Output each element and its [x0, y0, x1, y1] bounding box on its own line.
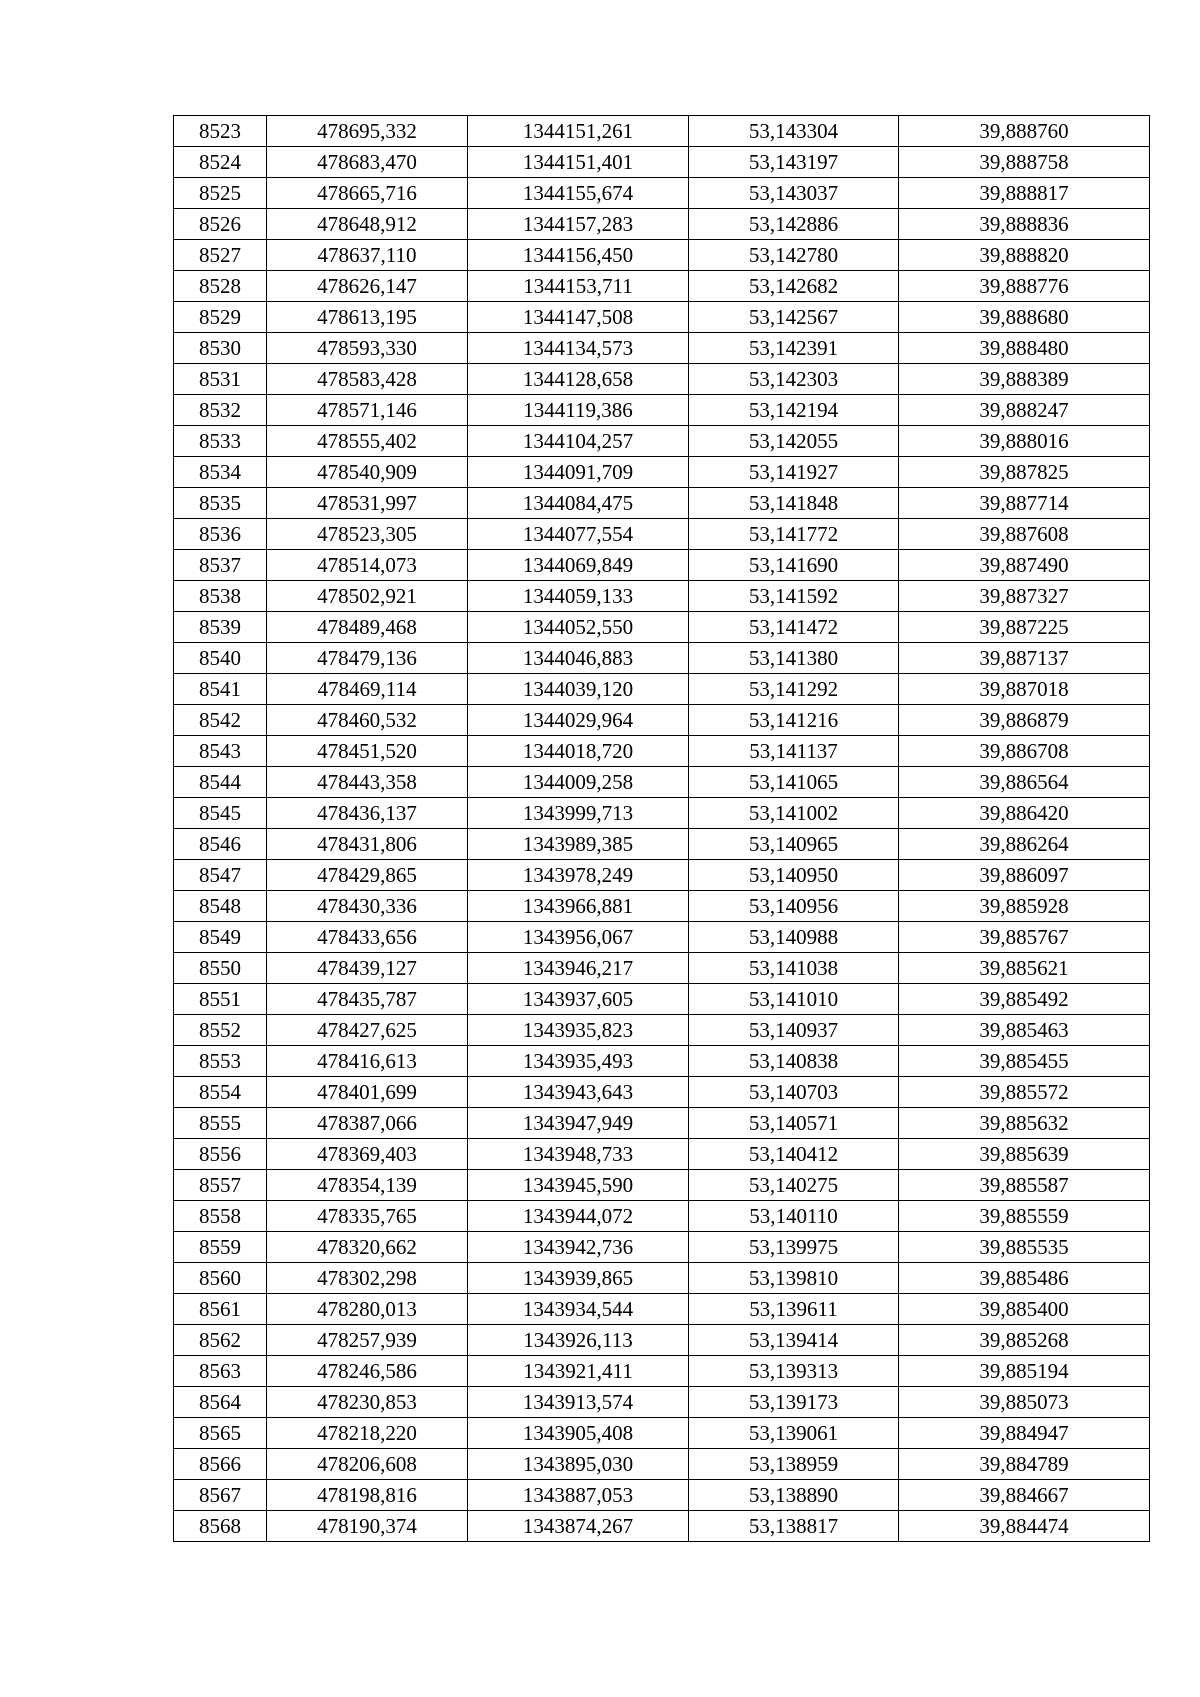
longitude-cell: 39,886879 — [899, 705, 1150, 736]
point-number-cell: 8534 — [174, 457, 267, 488]
latitude-cell: 53,139313 — [689, 1356, 899, 1387]
y-coordinate-cell: 1344009,258 — [468, 767, 689, 798]
y-coordinate-cell: 1344039,120 — [468, 674, 689, 705]
latitude-cell: 53,142194 — [689, 395, 899, 426]
point-number-cell: 8556 — [174, 1139, 267, 1170]
table-row — [174, 240, 1150, 271]
point-number-cell: 8527 — [174, 240, 267, 271]
latitude-cell: 53,140703 — [689, 1077, 899, 1108]
table-row — [174, 581, 1150, 612]
y-coordinate-cell: 1344018,720 — [468, 736, 689, 767]
x-coordinate-cell: 478540,909 — [267, 457, 468, 488]
point-number-cell: 8552 — [174, 1015, 267, 1046]
latitude-cell: 53,138817 — [689, 1511, 899, 1542]
point-number-cell: 8532 — [174, 395, 267, 426]
table-row — [174, 984, 1150, 1015]
point-number-cell: 8540 — [174, 643, 267, 674]
table-row — [174, 953, 1150, 984]
table-row — [174, 798, 1150, 829]
longitude-cell: 39,886708 — [899, 736, 1150, 767]
y-coordinate-cell: 1343935,493 — [468, 1046, 689, 1077]
x-coordinate-cell: 478593,330 — [267, 333, 468, 364]
y-coordinate-cell: 1344046,883 — [468, 643, 689, 674]
latitude-cell: 53,142886 — [689, 209, 899, 240]
table-row — [174, 519, 1150, 550]
table-row — [174, 1449, 1150, 1480]
table-row — [174, 302, 1150, 333]
table-row — [174, 178, 1150, 209]
table-row — [174, 1263, 1150, 1294]
point-number-cell: 8536 — [174, 519, 267, 550]
x-coordinate-cell: 478439,127 — [267, 953, 468, 984]
longitude-cell: 39,885559 — [899, 1201, 1150, 1232]
x-coordinate-cell: 478387,066 — [267, 1108, 468, 1139]
point-number-cell: 8543 — [174, 736, 267, 767]
table-row — [174, 1356, 1150, 1387]
longitude-cell: 39,884789 — [899, 1449, 1150, 1480]
x-coordinate-cell: 478431,806 — [267, 829, 468, 860]
point-number-cell: 8555 — [174, 1108, 267, 1139]
latitude-cell: 53,139810 — [689, 1263, 899, 1294]
table-row — [174, 457, 1150, 488]
latitude-cell: 53,139975 — [689, 1232, 899, 1263]
longitude-cell: 39,885463 — [899, 1015, 1150, 1046]
latitude-cell: 53,142780 — [689, 240, 899, 271]
y-coordinate-cell: 1343989,385 — [468, 829, 689, 860]
y-coordinate-cell: 1343942,736 — [468, 1232, 689, 1263]
y-coordinate-cell: 1344151,261 — [468, 116, 689, 147]
longitude-cell: 39,888776 — [899, 271, 1150, 302]
point-number-cell: 8557 — [174, 1170, 267, 1201]
latitude-cell: 53,141772 — [689, 519, 899, 550]
y-coordinate-cell: 1343999,713 — [468, 798, 689, 829]
table-row — [174, 643, 1150, 674]
latitude-cell: 53,141472 — [689, 612, 899, 643]
point-number-cell: 8548 — [174, 891, 267, 922]
point-number-cell: 8562 — [174, 1325, 267, 1356]
latitude-cell: 53,141690 — [689, 550, 899, 581]
longitude-cell: 39,886264 — [899, 829, 1150, 860]
table-row — [174, 1387, 1150, 1418]
point-number-cell: 8526 — [174, 209, 267, 240]
longitude-cell: 39,885632 — [899, 1108, 1150, 1139]
table-row — [174, 1232, 1150, 1263]
y-coordinate-cell: 1344128,658 — [468, 364, 689, 395]
y-coordinate-cell: 1343905,408 — [468, 1418, 689, 1449]
y-coordinate-cell: 1343945,590 — [468, 1170, 689, 1201]
x-coordinate-cell: 478427,625 — [267, 1015, 468, 1046]
latitude-cell: 53,138890 — [689, 1480, 899, 1511]
point-number-cell: 8568 — [174, 1511, 267, 1542]
point-number-cell: 8546 — [174, 829, 267, 860]
x-coordinate-cell: 478571,146 — [267, 395, 468, 426]
longitude-cell: 39,887225 — [899, 612, 1150, 643]
coordinates-table — [173, 115, 1150, 1542]
x-coordinate-cell: 478479,136 — [267, 643, 468, 674]
table-row — [174, 209, 1150, 240]
table-row — [174, 1108, 1150, 1139]
point-number-cell: 8564 — [174, 1387, 267, 1418]
latitude-cell: 53,142303 — [689, 364, 899, 395]
y-coordinate-cell: 1344084,475 — [468, 488, 689, 519]
point-number-cell: 8529 — [174, 302, 267, 333]
latitude-cell: 53,141216 — [689, 705, 899, 736]
point-number-cell: 8558 — [174, 1201, 267, 1232]
longitude-cell: 39,888389 — [899, 364, 1150, 395]
table-row — [174, 1294, 1150, 1325]
x-coordinate-cell: 478246,586 — [267, 1356, 468, 1387]
longitude-cell: 39,885587 — [899, 1170, 1150, 1201]
point-number-cell: 8551 — [174, 984, 267, 1015]
point-number-cell: 8533 — [174, 426, 267, 457]
x-coordinate-cell: 478436,137 — [267, 798, 468, 829]
x-coordinate-cell: 478354,139 — [267, 1170, 468, 1201]
point-number-cell: 8528 — [174, 271, 267, 302]
x-coordinate-cell: 478514,073 — [267, 550, 468, 581]
x-coordinate-cell: 478257,939 — [267, 1325, 468, 1356]
longitude-cell: 39,888820 — [899, 240, 1150, 271]
latitude-cell: 53,142682 — [689, 271, 899, 302]
y-coordinate-cell: 1344059,133 — [468, 581, 689, 612]
table-row — [174, 767, 1150, 798]
y-coordinate-cell: 1344147,508 — [468, 302, 689, 333]
longitude-cell: 39,885486 — [899, 1263, 1150, 1294]
table-row — [174, 271, 1150, 302]
latitude-cell: 53,141292 — [689, 674, 899, 705]
y-coordinate-cell: 1344157,283 — [468, 209, 689, 240]
latitude-cell: 53,140988 — [689, 922, 899, 953]
y-coordinate-cell: 1344155,674 — [468, 178, 689, 209]
table-row — [174, 116, 1150, 147]
longitude-cell: 39,888247 — [899, 395, 1150, 426]
point-number-cell: 8545 — [174, 798, 267, 829]
y-coordinate-cell: 1343939,865 — [468, 1263, 689, 1294]
y-coordinate-cell: 1344156,450 — [468, 240, 689, 271]
latitude-cell: 53,139173 — [689, 1387, 899, 1418]
y-coordinate-cell: 1344029,964 — [468, 705, 689, 736]
y-coordinate-cell: 1343934,544 — [468, 1294, 689, 1325]
latitude-cell: 53,141002 — [689, 798, 899, 829]
latitude-cell: 53,141380 — [689, 643, 899, 674]
table-row — [174, 1480, 1150, 1511]
table-row — [174, 1046, 1150, 1077]
x-coordinate-cell: 478460,532 — [267, 705, 468, 736]
y-coordinate-cell: 1343946,217 — [468, 953, 689, 984]
x-coordinate-cell: 478430,336 — [267, 891, 468, 922]
point-number-cell: 8563 — [174, 1356, 267, 1387]
latitude-cell: 53,141065 — [689, 767, 899, 798]
point-number-cell: 8525 — [174, 178, 267, 209]
y-coordinate-cell: 1344104,257 — [468, 426, 689, 457]
table-row — [174, 1418, 1150, 1449]
latitude-cell: 53,141010 — [689, 984, 899, 1015]
latitude-cell: 53,141848 — [689, 488, 899, 519]
table-row — [174, 860, 1150, 891]
point-number-cell: 8549 — [174, 922, 267, 953]
point-number-cell: 8547 — [174, 860, 267, 891]
longitude-cell: 39,887018 — [899, 674, 1150, 705]
longitude-cell: 39,888680 — [899, 302, 1150, 333]
latitude-cell: 53,141592 — [689, 581, 899, 612]
latitude-cell: 53,141038 — [689, 953, 899, 984]
x-coordinate-cell: 478416,613 — [267, 1046, 468, 1077]
x-coordinate-cell: 478613,195 — [267, 302, 468, 333]
y-coordinate-cell: 1343978,249 — [468, 860, 689, 891]
x-coordinate-cell: 478523,305 — [267, 519, 468, 550]
latitude-cell: 53,141137 — [689, 736, 899, 767]
table-row — [174, 395, 1150, 426]
longitude-cell: 39,884474 — [899, 1511, 1150, 1542]
y-coordinate-cell: 1344069,849 — [468, 550, 689, 581]
y-coordinate-cell: 1343948,733 — [468, 1139, 689, 1170]
x-coordinate-cell: 478320,662 — [267, 1232, 468, 1263]
latitude-cell: 53,140956 — [689, 891, 899, 922]
x-coordinate-cell: 478443,358 — [267, 767, 468, 798]
table-row — [174, 1511, 1150, 1542]
y-coordinate-cell: 1343956,067 — [468, 922, 689, 953]
latitude-cell: 53,140937 — [689, 1015, 899, 1046]
longitude-cell: 39,885492 — [899, 984, 1150, 1015]
latitude-cell: 53,143197 — [689, 147, 899, 178]
longitude-cell: 39,886097 — [899, 860, 1150, 891]
latitude-cell: 53,142055 — [689, 426, 899, 457]
table-row — [174, 147, 1150, 178]
table-row — [174, 1077, 1150, 1108]
table-row — [174, 922, 1150, 953]
y-coordinate-cell: 1344091,709 — [468, 457, 689, 488]
longitude-cell: 39,887137 — [899, 643, 1150, 674]
longitude-cell: 39,886420 — [899, 798, 1150, 829]
x-coordinate-cell: 478451,520 — [267, 736, 468, 767]
longitude-cell: 39,885194 — [899, 1356, 1150, 1387]
x-coordinate-cell: 478401,699 — [267, 1077, 468, 1108]
table-row — [174, 1170, 1150, 1201]
longitude-cell: 39,888758 — [899, 147, 1150, 178]
x-coordinate-cell: 478489,468 — [267, 612, 468, 643]
latitude-cell: 53,142567 — [689, 302, 899, 333]
y-coordinate-cell: 1343895,030 — [468, 1449, 689, 1480]
point-number-cell: 8560 — [174, 1263, 267, 1294]
latitude-cell: 53,138959 — [689, 1449, 899, 1480]
table-body — [174, 116, 1150, 1542]
y-coordinate-cell: 1343944,072 — [468, 1201, 689, 1232]
y-coordinate-cell: 1343935,823 — [468, 1015, 689, 1046]
table-row — [174, 333, 1150, 364]
x-coordinate-cell: 478435,787 — [267, 984, 468, 1015]
longitude-cell: 39,885455 — [899, 1046, 1150, 1077]
latitude-cell: 53,143304 — [689, 116, 899, 147]
point-number-cell: 8530 — [174, 333, 267, 364]
x-coordinate-cell: 478230,853 — [267, 1387, 468, 1418]
x-coordinate-cell: 478206,608 — [267, 1449, 468, 1480]
point-number-cell: 8559 — [174, 1232, 267, 1263]
longitude-cell: 39,885639 — [899, 1139, 1150, 1170]
y-coordinate-cell: 1343937,605 — [468, 984, 689, 1015]
table-row — [174, 364, 1150, 395]
x-coordinate-cell: 478502,921 — [267, 581, 468, 612]
longitude-cell: 39,887714 — [899, 488, 1150, 519]
point-number-cell: 8524 — [174, 147, 267, 178]
latitude-cell: 53,139061 — [689, 1418, 899, 1449]
table-row — [174, 891, 1150, 922]
table-row — [174, 705, 1150, 736]
latitude-cell: 53,140412 — [689, 1139, 899, 1170]
x-coordinate-cell: 478665,716 — [267, 178, 468, 209]
x-coordinate-cell: 478280,013 — [267, 1294, 468, 1325]
y-coordinate-cell: 1343966,881 — [468, 891, 689, 922]
x-coordinate-cell: 478369,403 — [267, 1139, 468, 1170]
longitude-cell: 39,888817 — [899, 178, 1150, 209]
x-coordinate-cell: 478637,110 — [267, 240, 468, 271]
table-row — [174, 674, 1150, 705]
latitude-cell: 53,143037 — [689, 178, 899, 209]
longitude-cell: 39,885621 — [899, 953, 1150, 984]
longitude-cell: 39,887825 — [899, 457, 1150, 488]
y-coordinate-cell: 1344151,401 — [468, 147, 689, 178]
longitude-cell: 39,887608 — [899, 519, 1150, 550]
point-number-cell: 8539 — [174, 612, 267, 643]
longitude-cell: 39,885572 — [899, 1077, 1150, 1108]
x-coordinate-cell: 478695,332 — [267, 116, 468, 147]
longitude-cell: 39,887327 — [899, 581, 1150, 612]
x-coordinate-cell: 478469,114 — [267, 674, 468, 705]
y-coordinate-cell: 1343921,411 — [468, 1356, 689, 1387]
table-row — [174, 736, 1150, 767]
table-row — [174, 1139, 1150, 1170]
x-coordinate-cell: 478429,865 — [267, 860, 468, 891]
latitude-cell: 53,142391 — [689, 333, 899, 364]
x-coordinate-cell: 478218,220 — [267, 1418, 468, 1449]
longitude-cell: 39,888760 — [899, 116, 1150, 147]
y-coordinate-cell: 1343874,267 — [468, 1511, 689, 1542]
latitude-cell: 53,140950 — [689, 860, 899, 891]
y-coordinate-cell: 1344153,711 — [468, 271, 689, 302]
x-coordinate-cell: 478626,147 — [267, 271, 468, 302]
longitude-cell: 39,884947 — [899, 1418, 1150, 1449]
table-row — [174, 426, 1150, 457]
x-coordinate-cell: 478583,428 — [267, 364, 468, 395]
y-coordinate-cell: 1343943,643 — [468, 1077, 689, 1108]
x-coordinate-cell: 478190,374 — [267, 1511, 468, 1542]
latitude-cell: 53,141927 — [689, 457, 899, 488]
x-coordinate-cell: 478302,298 — [267, 1263, 468, 1294]
longitude-cell: 39,886564 — [899, 767, 1150, 798]
y-coordinate-cell: 1343947,949 — [468, 1108, 689, 1139]
latitude-cell: 53,139611 — [689, 1294, 899, 1325]
x-coordinate-cell: 478648,912 — [267, 209, 468, 240]
table-row — [174, 1201, 1150, 1232]
y-coordinate-cell: 1344119,386 — [468, 395, 689, 426]
table-row — [174, 1015, 1150, 1046]
latitude-cell: 53,140110 — [689, 1201, 899, 1232]
point-number-cell: 8554 — [174, 1077, 267, 1108]
latitude-cell: 53,140965 — [689, 829, 899, 860]
x-coordinate-cell: 478433,656 — [267, 922, 468, 953]
longitude-cell: 39,888480 — [899, 333, 1150, 364]
latitude-cell: 53,140275 — [689, 1170, 899, 1201]
longitude-cell: 39,885928 — [899, 891, 1150, 922]
point-number-cell: 8542 — [174, 705, 267, 736]
y-coordinate-cell: 1344134,573 — [468, 333, 689, 364]
table-row — [174, 1325, 1150, 1356]
point-number-cell: 8523 — [174, 116, 267, 147]
point-number-cell: 8565 — [174, 1418, 267, 1449]
point-number-cell: 8541 — [174, 674, 267, 705]
point-number-cell: 8535 — [174, 488, 267, 519]
longitude-cell: 39,885400 — [899, 1294, 1150, 1325]
table-row — [174, 829, 1150, 860]
point-number-cell: 8561 — [174, 1294, 267, 1325]
x-coordinate-cell: 478555,402 — [267, 426, 468, 457]
point-number-cell: 8531 — [174, 364, 267, 395]
longitude-cell: 39,885268 — [899, 1325, 1150, 1356]
y-coordinate-cell: 1343913,574 — [468, 1387, 689, 1418]
longitude-cell: 39,885767 — [899, 922, 1150, 953]
x-coordinate-cell: 478335,765 — [267, 1201, 468, 1232]
y-coordinate-cell: 1344052,550 — [468, 612, 689, 643]
longitude-cell: 39,885535 — [899, 1232, 1150, 1263]
latitude-cell: 53,140571 — [689, 1108, 899, 1139]
x-coordinate-cell: 478198,816 — [267, 1480, 468, 1511]
latitude-cell: 53,139414 — [689, 1325, 899, 1356]
point-number-cell: 8537 — [174, 550, 267, 581]
table-row — [174, 550, 1150, 581]
point-number-cell: 8566 — [174, 1449, 267, 1480]
longitude-cell: 39,885073 — [899, 1387, 1150, 1418]
point-number-cell: 8538 — [174, 581, 267, 612]
point-number-cell: 8567 — [174, 1480, 267, 1511]
longitude-cell: 39,884667 — [899, 1480, 1150, 1511]
point-number-cell: 8544 — [174, 767, 267, 798]
x-coordinate-cell: 478531,997 — [267, 488, 468, 519]
x-coordinate-cell: 478683,470 — [267, 147, 468, 178]
table-row — [174, 488, 1150, 519]
longitude-cell: 39,888016 — [899, 426, 1150, 457]
longitude-cell: 39,887490 — [899, 550, 1150, 581]
latitude-cell: 53,140838 — [689, 1046, 899, 1077]
point-number-cell: 8553 — [174, 1046, 267, 1077]
y-coordinate-cell: 1343926,113 — [468, 1325, 689, 1356]
y-coordinate-cell: 1343887,053 — [468, 1480, 689, 1511]
table-row — [174, 612, 1150, 643]
longitude-cell: 39,888836 — [899, 209, 1150, 240]
y-coordinate-cell: 1344077,554 — [468, 519, 689, 550]
point-number-cell: 8550 — [174, 953, 267, 984]
